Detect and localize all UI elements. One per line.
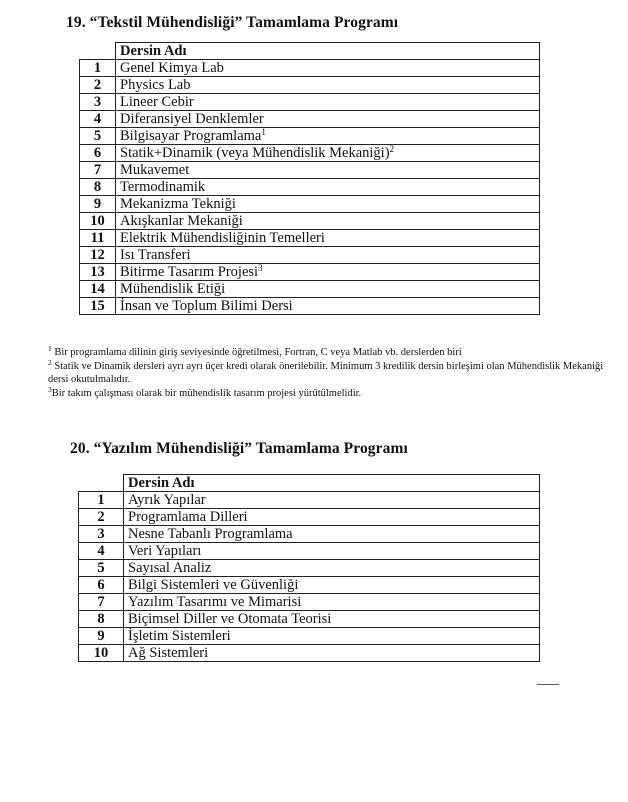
course-number: 1 bbox=[79, 492, 124, 509]
course-name: Akışkanlar Mekaniği bbox=[120, 213, 243, 229]
table-row bbox=[79, 645, 540, 662]
course-name: Isı Transferi bbox=[120, 247, 191, 263]
course-number: 10 bbox=[79, 645, 124, 662]
course-name-cell bbox=[124, 628, 540, 645]
course-name-column-header: Dersin Adı bbox=[124, 475, 540, 492]
table-row bbox=[79, 628, 540, 645]
course-name-cell bbox=[124, 543, 540, 560]
table-row bbox=[80, 111, 540, 128]
course-name-cell bbox=[116, 196, 540, 213]
section-19-title: 19. “Tekstil Mühendisliği” Tamamlama Programı bbox=[66, 14, 399, 31]
table-row bbox=[79, 509, 540, 526]
table-row bbox=[80, 196, 540, 213]
course-name: Sayısal Analiz bbox=[128, 560, 212, 576]
table-row bbox=[80, 145, 540, 162]
course-name: Elektrik Mühendisliğinin Temelleri bbox=[120, 230, 325, 246]
table-row bbox=[80, 162, 540, 179]
footnote-text: Statik ve Dinamik dersleri ayrı ayrı üçer kredi olarak önerilebilir. Minimum 3 kredilik dersin birleşimi olan Mühendislik Mekaniği dersi okutulmalıdır. bbox=[48, 360, 604, 385]
table-row bbox=[80, 179, 540, 196]
course-number: 9 bbox=[79, 628, 124, 645]
course-number: 1 bbox=[80, 60, 116, 77]
course-name-cell bbox=[124, 594, 540, 611]
table-row bbox=[79, 543, 540, 560]
divider-line bbox=[537, 684, 559, 685]
course-name-cell bbox=[116, 145, 540, 162]
course-name: Ağ Sistemleri bbox=[128, 645, 209, 661]
table-header-row bbox=[79, 475, 540, 492]
footnote-text: Bir takım çalışması olarak bir mühendislik tasarım projesi yürütülmelidir. bbox=[51, 387, 362, 399]
footnote-text: Bir programlama dilinin giriş seviyesinde öğretilmesi, Fortran, C veya Matlab vb. derslerden biri bbox=[51, 347, 462, 358]
course-name-cell bbox=[116, 264, 540, 281]
course-name: Mühendislik Etiği bbox=[120, 281, 226, 297]
course-name-cell bbox=[124, 492, 540, 509]
course-name-cell bbox=[124, 645, 540, 662]
course-name: Bilgi Sistemleri ve Güvenliği bbox=[128, 577, 299, 593]
software-engineering-course-table bbox=[78, 474, 540, 662]
course-name-cell bbox=[124, 611, 540, 628]
course-name: Ayrık Yapılar bbox=[128, 492, 206, 508]
table-row bbox=[80, 247, 540, 264]
course-number: 3 bbox=[80, 94, 116, 111]
course-name-cell bbox=[116, 213, 540, 230]
table-header-row bbox=[80, 43, 540, 60]
table-row bbox=[79, 611, 540, 628]
course-name-cell bbox=[116, 230, 540, 247]
footnote-1 bbox=[48, 346, 623, 360]
course-number: 4 bbox=[79, 543, 124, 560]
course-number: 10 bbox=[80, 213, 116, 230]
number-column-header bbox=[80, 43, 116, 60]
table-row bbox=[80, 230, 540, 247]
course-number: 9 bbox=[80, 196, 116, 213]
course-number: 5 bbox=[80, 128, 116, 145]
textile-engineering-course-table bbox=[79, 42, 540, 315]
footnote-3 bbox=[48, 384, 623, 401]
course-name-cell bbox=[116, 281, 540, 298]
course-name: Bilgisayar Programlama bbox=[120, 128, 262, 144]
course-number: 5 bbox=[79, 560, 124, 577]
course-name: Mukavemet bbox=[120, 162, 190, 178]
course-number: 2 bbox=[79, 509, 124, 526]
course-name-cell bbox=[124, 509, 540, 526]
course-name-cell bbox=[116, 111, 540, 128]
course-name: Veri Yapıları bbox=[128, 543, 202, 559]
course-name-cell bbox=[116, 298, 540, 315]
course-name-column-header: Dersin Adı bbox=[116, 43, 540, 60]
course-name: İnsan ve Toplum Bilimi Dersi bbox=[120, 298, 293, 314]
course-name-cell bbox=[116, 60, 540, 77]
course-number: 8 bbox=[79, 611, 124, 628]
table-row bbox=[79, 492, 540, 509]
number-column-header bbox=[79, 475, 124, 492]
course-number: 12 bbox=[80, 247, 116, 264]
course-number: 15 bbox=[80, 298, 116, 315]
table-row bbox=[79, 526, 540, 543]
table-row bbox=[80, 128, 540, 145]
table-row bbox=[80, 298, 540, 315]
course-name: Programlama Dilleri bbox=[128, 509, 248, 525]
course-name: İşletim Sistemleri bbox=[128, 628, 231, 644]
footnote-mark: 3 bbox=[48, 384, 52, 394]
table-row bbox=[79, 594, 540, 611]
footnote-reference: 1 bbox=[261, 127, 266, 137]
course-number: 3 bbox=[79, 526, 124, 543]
table-row bbox=[80, 77, 540, 94]
section-20-title: 20. “Yazılım Mühendisliği” Tamamlama Programı bbox=[70, 440, 408, 457]
course-name: Diferansiyel Denklemler bbox=[120, 111, 264, 127]
course-number: 2 bbox=[80, 77, 116, 94]
course-name: Termodinamik bbox=[120, 179, 206, 195]
course-number: 14 bbox=[80, 281, 116, 298]
course-name: Physics Lab bbox=[120, 77, 191, 93]
course-name-cell bbox=[124, 526, 540, 543]
course-name: Yazılım Tasarımı ve Mimarisi bbox=[128, 594, 302, 610]
footnotes bbox=[48, 346, 623, 400]
course-number: 13 bbox=[80, 264, 116, 281]
table-row bbox=[80, 94, 540, 111]
course-name-cell bbox=[116, 94, 540, 111]
table-row bbox=[80, 213, 540, 230]
course-number: 6 bbox=[80, 145, 116, 162]
course-number: 7 bbox=[79, 594, 124, 611]
footnote-mark: 1 bbox=[48, 344, 52, 353]
course-name: Lineer Cebir bbox=[120, 94, 194, 110]
footnote-2 bbox=[48, 357, 623, 387]
course-number: 11 bbox=[80, 230, 116, 247]
table-row bbox=[80, 264, 540, 281]
course-number: 8 bbox=[80, 179, 116, 196]
course-name: Biçimsel Diller ve Otomata Teorisi bbox=[128, 611, 332, 627]
course-name-cell bbox=[124, 560, 540, 577]
course-name: Statik+Dinamik (veya Mühendislik Mekaniği) bbox=[120, 145, 390, 161]
footnote-reference: 3 bbox=[258, 263, 263, 273]
table-row bbox=[79, 560, 540, 577]
footnote-mark: 2 bbox=[48, 357, 52, 367]
course-name-cell bbox=[116, 128, 540, 145]
course-name: Genel Kimya Lab bbox=[120, 60, 224, 76]
course-name-cell bbox=[116, 77, 540, 94]
course-name-cell bbox=[116, 247, 540, 264]
course-number: 4 bbox=[80, 111, 116, 128]
course-name: Bitirme Tasarım Projesi bbox=[120, 264, 259, 280]
course-name-cell bbox=[116, 179, 540, 196]
course-name: Mekanizma Tekniği bbox=[120, 196, 236, 212]
course-name-cell bbox=[124, 577, 540, 594]
course-number: 6 bbox=[79, 577, 124, 594]
table-row bbox=[80, 281, 540, 298]
table-row bbox=[79, 577, 540, 594]
table-row bbox=[80, 60, 540, 77]
course-name-cell bbox=[116, 162, 540, 179]
course-name: Nesne Tabanlı Programlama bbox=[128, 526, 293, 542]
course-number: 7 bbox=[80, 162, 116, 179]
footnote-reference: 2 bbox=[389, 144, 395, 154]
